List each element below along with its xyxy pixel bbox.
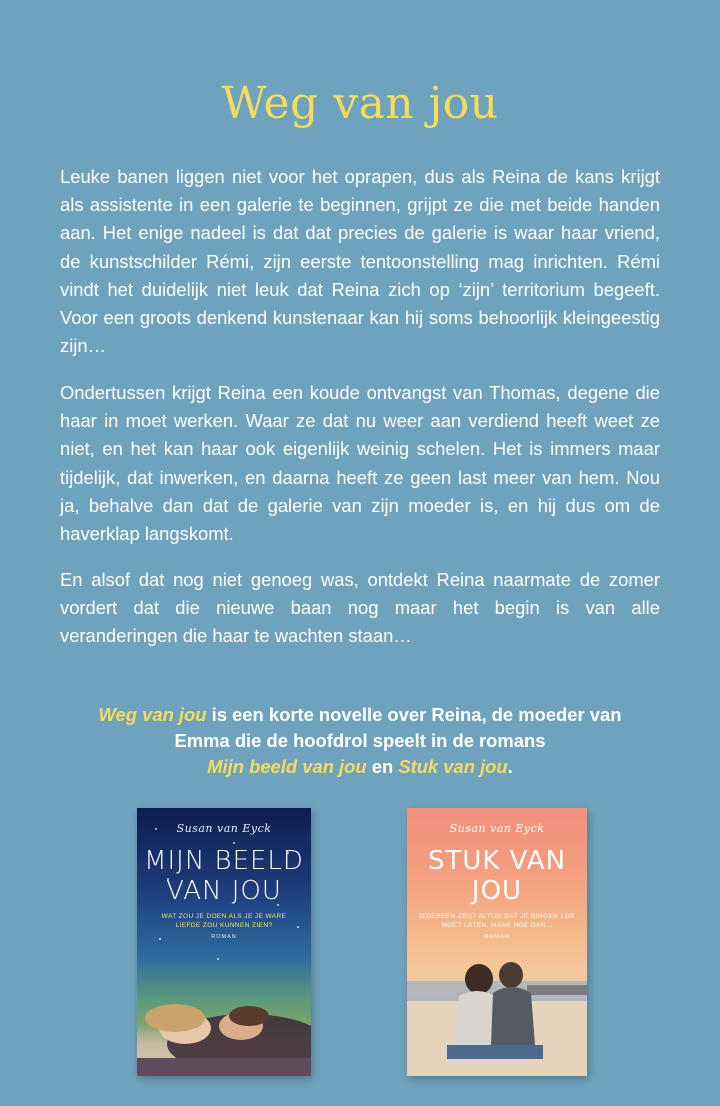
paragraph-2: Ondertussen krijgt Reina een koude ontvangst van Thomas, degene die haar in moet werken. Waar ze dat nu weer aan verdiend heeft weet ze niet, en het kan haar ook eigenlijk weinig schelen. Het is immers maar tijdelijk, dat inwerken, en daarna heeft ze geen last meer van hem. Nou ja, behalve dan dat de galerie van zijn moeder is, en hij dus om de haverklap langskomt. — [60, 382, 660, 545]
book2-title-line1: STUK VAN — [427, 846, 567, 876]
couple-lying-illustration — [137, 966, 311, 1076]
note-book1: Mijn beeld van jou — [207, 756, 367, 777]
book-cover-stuk-van-jou — [407, 808, 587, 1076]
book2-title-line2: JOU — [471, 876, 523, 906]
book-cover-mijn-beeld-van-jou — [137, 808, 311, 1076]
book2-tagline: IEDEREEN ZEGT ALTIJD DAT JE DINGEN LOS MOET LATEN, MAAR HOE DAN... — [419, 913, 575, 929]
note-line-2: Emma die de hoofdrol speelt in de romans — [174, 730, 546, 751]
note-title: Weg van jou — [98, 704, 207, 725]
book2-genre: ROMAN — [484, 934, 510, 940]
note-line-3 — [40, 754, 680, 780]
book1-title-line1: MIJN BEELD — [144, 846, 304, 876]
page-title: Weg van jou — [221, 78, 499, 129]
paragraph-1: Leuke banen liggen niet voor het oprapen, dus als Reina de kans krijgt als assistente in een galerie te beginnen, grijpt ze die met beide handen aan. Het enige nadeel is dat dat precies de galerie is waar haar vriend, de kunstschilder Rémi, zijn eerste tentoonstelling mag inrichten. Rémi vindt het duidelijk niet leuk dat Reina zich op ‘zijn’ territorium begeeft. Voor een groots denkend kunstenaar kan hij soms behoorlijk kleingeestig zijn… — [60, 166, 660, 357]
book1-genre: ROMAN — [211, 934, 237, 940]
couple-beach-illustration — [407, 941, 587, 1076]
note-line-1 — [40, 702, 680, 728]
book2-title — [407, 846, 587, 906]
note-book2: Stuk van jou — [398, 756, 508, 777]
note-end: . — [507, 756, 513, 777]
note-line1-rest: is een korte novelle over Reina, de moeder van — [206, 704, 622, 725]
novella-note — [40, 702, 680, 780]
note-connector: en — [366, 756, 399, 777]
book1-title — [137, 846, 311, 906]
book1-title-line2: VAN JOU — [166, 876, 282, 906]
book1-author: Susan van Eyck — [176, 822, 272, 835]
book2-author: Susan van Eyck — [449, 822, 545, 835]
book1-tagline: WAT ZOU JE DOEN ALS JE JE WARE LIEFDE ZOU KUNNEN ZIEN? — [161, 913, 287, 929]
paragraph-3: En alsof dat nog niet genoeg was, ontdekt Reina naarmate de zomer vordert dat die nieuwe baan nog maar het begin is van alle veranderingen die haar te wachten staan… — [60, 569, 660, 647]
